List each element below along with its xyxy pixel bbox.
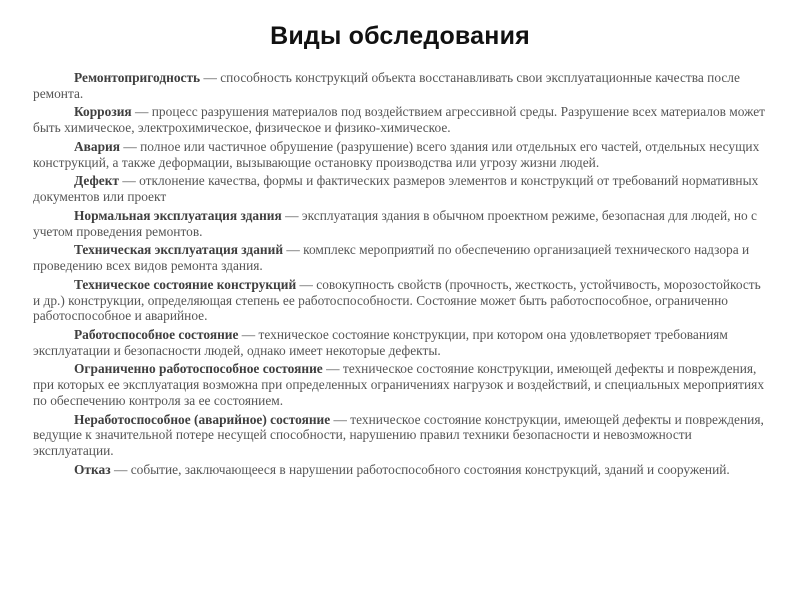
definition-term: Техническое состояние конструкций bbox=[74, 276, 297, 292]
definition-entry: Авария — полное или частичное обрушение (разрушение) всего здания или отдельных его частей, отдельных несущих конструкций, а также деформации, вызывающие остановку производства или угрозу жизни людей. bbox=[33, 138, 760, 170]
definition-term: Дефект bbox=[74, 173, 119, 189]
definition-entry: Ограниченно работоспособное состояние — техническое состояние конструкции, имеющей дефекты и повреждения, при которых ее эксплуатация возможна при определенных ограничениях нагрузок и воздействий, и специальных мероприятиях по обеспечению контроля за ее состоянием. bbox=[33, 361, 765, 408]
definition-term: Ограниченно работоспособное состояние bbox=[74, 361, 323, 377]
definition-text: способность конструкций объекта восстанавливать свои эксплуатационные качества после ремонта. bbox=[33, 70, 740, 101]
definition-term: Ремонтопригодность bbox=[74, 70, 201, 85]
definition-text: отклонение качества, формы и фактических размеров элементов и конструкций от требований нормативных документов или проект bbox=[33, 173, 759, 205]
page-title: Виды обследования bbox=[270, 22, 530, 50]
definitions-list bbox=[33, 70, 768, 481]
definition-entry: Техническое состояние конструкций — совокупность свойств (прочность, жесткость, устойчивость, морозостойкость и др.) конструкции, определяющая степень ее работоспособности. Состояние может быть работоспособное, ограниченно работоспособное и аварийное. bbox=[33, 276, 761, 324]
definition-entry: Работоспособное состояние — техническое состояние конструкции, при котором она удовлетворяет требованиям эксплуатации и безопасности людей, однако имеет некоторые дефекты. bbox=[33, 326, 728, 358]
definition-text: событие, заключающееся в нарушении работоспособного состояния конструкций, зданий и сооружений. bbox=[130, 461, 730, 477]
definition-term: Нормальная эксплуатация здания bbox=[74, 207, 282, 223]
definition-text: комплекс мероприятий по обеспечению организацией технического надзора и проведению всех видов ремонта здания. bbox=[33, 242, 750, 274]
definition-entry: Коррозия — процесс разрушения материалов под воздействием агрессивной среды. Разрушение всех материалов может быть химическое, электрохимическое, физическое и физико-химическое. bbox=[33, 104, 766, 136]
definition-entry: Отказ — событие, заключающееся в нарушении работоспособного состояния конструкций, зданий и сооружений. bbox=[74, 461, 730, 477]
definition-term: Техническая эксплуатация зданий bbox=[74, 242, 284, 258]
definition-term: Коррозия bbox=[74, 104, 132, 120]
definition-text: эксплуатация здания в обычном проектном режиме, безопасная для людей, но с учетом проведения ремонтов. bbox=[33, 207, 757, 239]
definition-term: Работоспособное состояние bbox=[74, 326, 239, 342]
definition-entry: Неработоспособное (аварийное) состояние — техническое состояние конструкции, имеющей дефекты и повреждения, ведущие к значительной потере несущей способности, нарушению правил техники безопасности и невозможности эксплуатации. bbox=[33, 411, 764, 458]
definition-text: совокупность свойств (прочность, жесткость, устойчивость, морозостойкость и др.) конструкции, определяющая степень ее работоспособности. Состояние может быть работоспособное, ограниченно работоспособное и аварийное. bbox=[33, 276, 761, 324]
definition-text: техническое состояние конструкции, имеющей дефекты и повреждения, при которых ее эксплуатация возможна при определенных ограничениях нагрузок и воздействий, и специальных мероприятиях по обеспечению контроля за ее состоянием. bbox=[33, 361, 765, 408]
definition-term: Отказ bbox=[74, 461, 111, 477]
definition-text: полное или частичное обрушение (разрушение) всего здания или отдельных его частей, отдельных несущих конструкций, а также деформации, вызывающие остановку производства или угрозу жизни людей. bbox=[33, 138, 760, 170]
definition-term: Авария bbox=[74, 138, 121, 154]
definition-entry: Техническая эксплуатация зданий — комплекс мероприятий по обеспечению организацией технического надзора и проведению всех видов ремонта здания. bbox=[33, 242, 750, 274]
definition-text: техническое состояние конструкции, имеющей дефекты и повреждения, ведущие к значительной потере несущей способности, нарушению правил техники безопасности и невозможности эксплуатации. bbox=[33, 411, 764, 458]
definition-entry: Дефект — отклонение качества, формы и фактических размеров элементов и конструкций от требований нормативных документов или проект bbox=[33, 173, 759, 205]
definition-text: техническое состояние конструкции, при котором она удовлетворяет требованиям эксплуатации и безопасности людей, однако имеет некоторые дефекты. bbox=[33, 326, 728, 358]
definition-entry: Нормальная эксплуатация здания — эксплуатация здания в обычном проектном режиме, безопасная для людей, но с учетом проведения ремонтов. bbox=[33, 207, 757, 239]
definition-text: процесс разрушения материалов под воздействием агрессивной среды. Разрушение всех материалов может быть химическое, электрохимическое, физическое и физико-химическое. bbox=[33, 104, 766, 136]
definition-entry: Ремонтопригодность — способность конструкций объекта восстанавливать свои эксплуатационные качества после ремонта. bbox=[33, 70, 740, 101]
definition-term: Неработоспособное (аварийное) состояние bbox=[74, 411, 331, 427]
